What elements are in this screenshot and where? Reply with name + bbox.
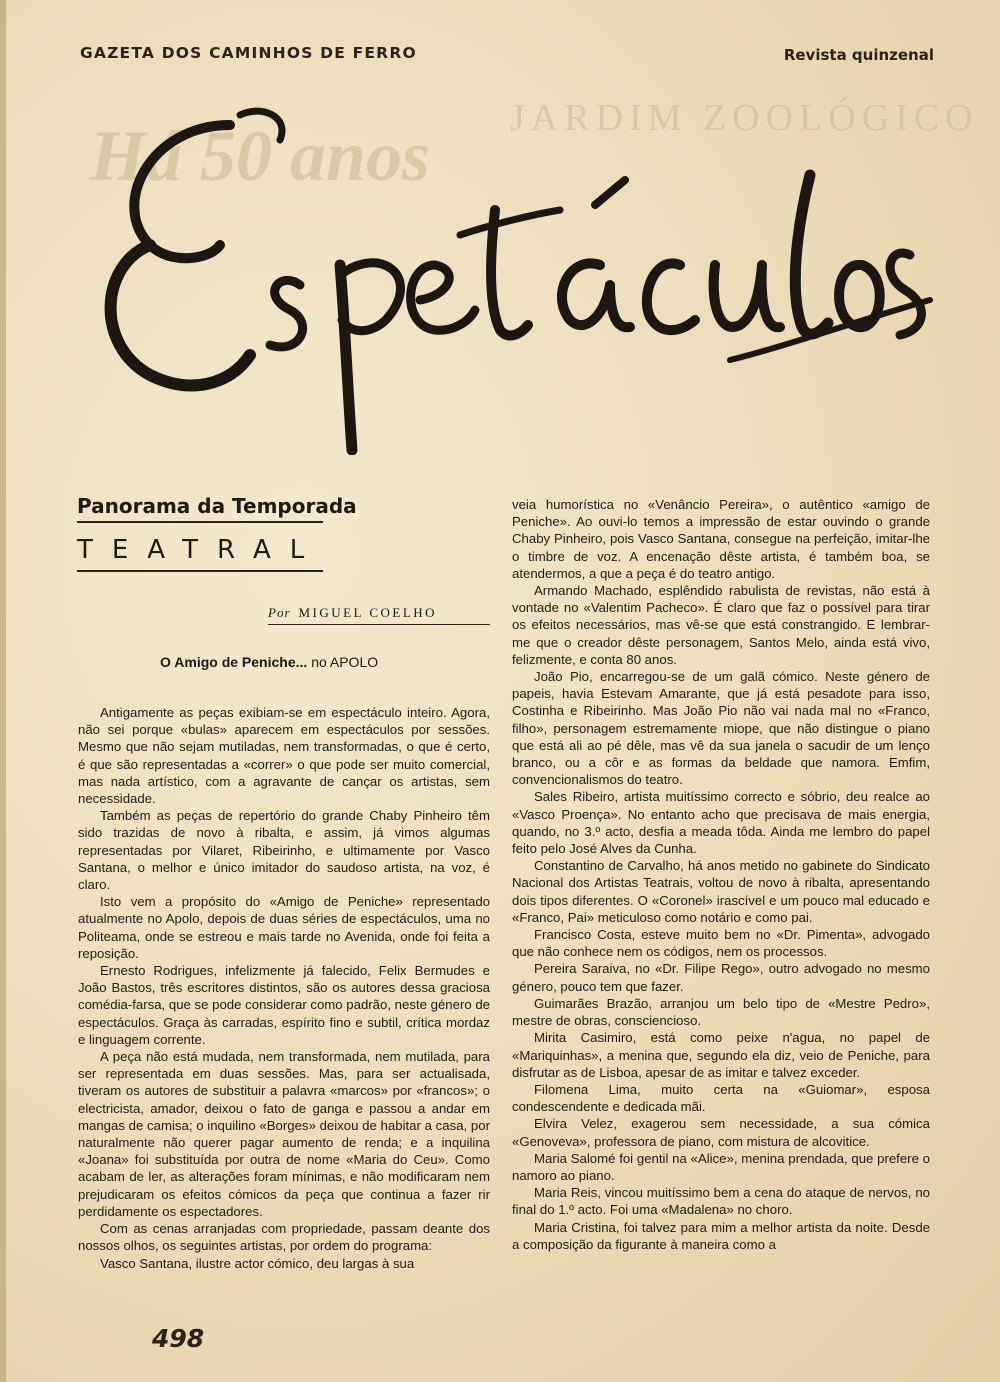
publication-name: GAZETA DOS CAMINHOS DE FERRO: [80, 44, 417, 62]
bleed-through-heading: JARDIM ZOOLÓGICO: [510, 97, 979, 139]
byline-prefix: Por: [268, 605, 291, 620]
paragraph: Com as cenas arranjadas com propriedade, passam deante dos nossos olhos, os seguintes artistas, por ordem do programa:: [78, 1221, 490, 1254]
paragraph: Pereira Saraiva, no «Dr. Filipe Rego», outro advogado no mesmo género, pouco tem que fazer.: [512, 961, 930, 994]
paragraph: Filomena Lima, muito certa na «Guiomar», esposa condescendente e dedicada mãi.: [512, 1081, 930, 1115]
paragraph: veia humorística no «Venâncio Pereira», o autêntico «amigo de Peniche». Ao ouvi-lo temos a impressão de estar ouvindo o grande Chaby Pinheiro, pois Vasco Santana, consegue na perfeição, imitar-lhe o timbre de voz. A encenação dêste artista, é também boa, se atendermos, a que a peça é do teatro antigo.: [512, 497, 930, 581]
paragraph: Também as peças de repertório do grande Chaby Pinheiro têm sido trazidas de novo à ribalta, e assim, já vimos algumas representadas por Vilaret, Ribeirinho, e ultimamente por Vasco Santana, o melhor e único imitador do saudoso artista, na voz, é claro.: [78, 808, 490, 893]
article-subhead: [160, 654, 378, 670]
paragraph: Maria Salomé foi gentil na «Alice», menina prendada, que prefere o namoro ao piano.: [512, 1150, 930, 1183]
article-column-left: [78, 704, 490, 1272]
paragraph: Elvira Velez, exagerou sem necessidade, a sua cómica «Genoveva», professora de piano, com mistura de alcovitice.: [512, 1116, 930, 1149]
paragraph: Antigamente as peças exibiam-se em espectáculo inteiro. Agora, não sei porque «bulas» aparecem em espectáculos por sessões. Mesmo que não sejam mutiladas, nem transformadas, o que é certo, é que são representadas a «correr» o que pode ser muito comercial, mas nada artístico, com a agravante de cançar os artistas, sem necessidade.: [78, 705, 490, 807]
byline-rule: [268, 624, 490, 625]
paragraph: João Pio, encarregou-se de um galã cómico. Neste género de papeis, havia Estevam Amarante, que já está pesadote para isso, Costinha e Ribeirinho. Mas João Pio não vai nada mal no «Franco, filho», personagem estremamente miope, que não distingue o piano que está ali ao pé dêle, mas vê da sua janela o sacudir de um lenço branco, ou a côr e as formas da beldade que namora. Emfim, convencionalismos do teatro.: [512, 669, 930, 788]
article-column-right: [512, 496, 930, 1253]
paragraph: Maria Cristina, foi talvez para mim a melhor artista da noite. Desde a composição da figurante à maneira como a: [512, 1219, 930, 1252]
paragraph: Armando Machado, esplêndido rabulista de revistas, não está à vontade no «Valentim Pacheco». É claro que faz o possível para tirar os efeitos necessários, mas vê-se que está constrangido. E lembrar-me que o creador dêste personagem, Santos Melo, ainda está vivo, felizmente, e conta 80 anos.: [512, 583, 930, 667]
paragraph: Francisco Costa, esteve muito bem no «Dr. Pimenta», advogado que não conhece nem os códigos, nem os processos.: [512, 927, 930, 960]
article-subhead-play: O Amigo de Peniche...: [160, 654, 308, 670]
page-edge: [0, 0, 6, 1382]
paragraph: Isto vem a propósito do «Amigo de Peniche» representado atualmente no Apolo, depois de duas séries de espectáculos, uma no Politeama, onde se estreou e mais tarde no Avenida, onde foi feita a reposição.: [78, 894, 490, 961]
paragraph: Vasco Santana, ilustre actor cómico, deu largas à sua: [100, 1255, 415, 1271]
section-title: Panorama da Temporada: [77, 494, 357, 518]
paragraph: A peça não está mudada, nem transformada, nem mutilada, para ser representada em duas sessões. Mas, para ser actualisada, tiveram os autores de substituir a palavra «marcos» por «francos»; o electricista, amador, deixou o fato de ganga e passou a andar em mangas de camisa; o inquilino «Borges» deixou de habitar a casa, por naturalmente não querer pagar aumento de renda; e a inquilina «Joana» foi substituída por outra de nome «Maria do Ceu». Como acabam de ler, as alterações foram mínimas, e não modificaram nem prejudicaram os efeitos cómicos da peça que continua a fazer rir perdidamente os espectadores.: [78, 1049, 490, 1219]
paragraph: Maria Reis, vincou muitíssimo bem a cena do ataque de nervos, no final do 1.º acto. Foi uma «Madalena» no choro.: [512, 1185, 930, 1218]
section-subtitle: TEATRAL: [77, 535, 324, 565]
section-subtitle-rule: [77, 570, 323, 572]
paragraph: Constantino de Carvalho, há anos metido no gabinete do Sindicato Nacional dos Artistas Teatrais, voltou de novo à ribalta, apresentando dois tipos diferentes. O «Coronel» irascível e um pouco mal educado e «Franco, Pai» meticuloso como notário e como pai.: [512, 858, 930, 925]
paragraph: Sales Ribeiro, artista muitíssimo correcto e sóbrio, deu realce ao «Vasco Proença». No entanto acho que precisava de mais energia, quando, no 3.º acto, desfia a meada tôda. Ainda me lembro do papel feito pelo José Alves da Cunha.: [512, 789, 930, 857]
section-title-rule: [77, 521, 323, 523]
paragraph: Mirita Casimiro, está como peixe n'agua, no papel de «Mariquinhas», a menina que, segundo ela diz, veio de Peniche, para disfrutar as de Lisboa, apesar de as imitar e talvez exceder.: [512, 1030, 930, 1080]
title-calligraphy: [90, 95, 940, 455]
publication-frequency: Revista quinzenal: [783, 46, 934, 64]
paragraph: Guimarães Brazão, arranjou um belo tipo de «Mestre Pedro», mestre de obras, consciencioso.: [512, 995, 930, 1029]
byline-author: MIGUEL COELHO: [298, 605, 438, 620]
byline: [268, 605, 437, 621]
article-subhead-theatre: no APOLO: [311, 654, 379, 670]
bleed-through-script: Há 50 anos: [90, 116, 431, 196]
paragraph: Ernesto Rodrigues, infelizmente já falecido, Felix Bermudes e João Bastos, três escritores distintos, são os autores dessa graciosa comédia-farsa, que se pode considerar como padrão, neste género de espectáculos. Graça às carradas, espírito fino e subtil, crítica mordaz e linguagem corrente.: [78, 963, 490, 1047]
page-number: 498: [152, 1324, 205, 1353]
